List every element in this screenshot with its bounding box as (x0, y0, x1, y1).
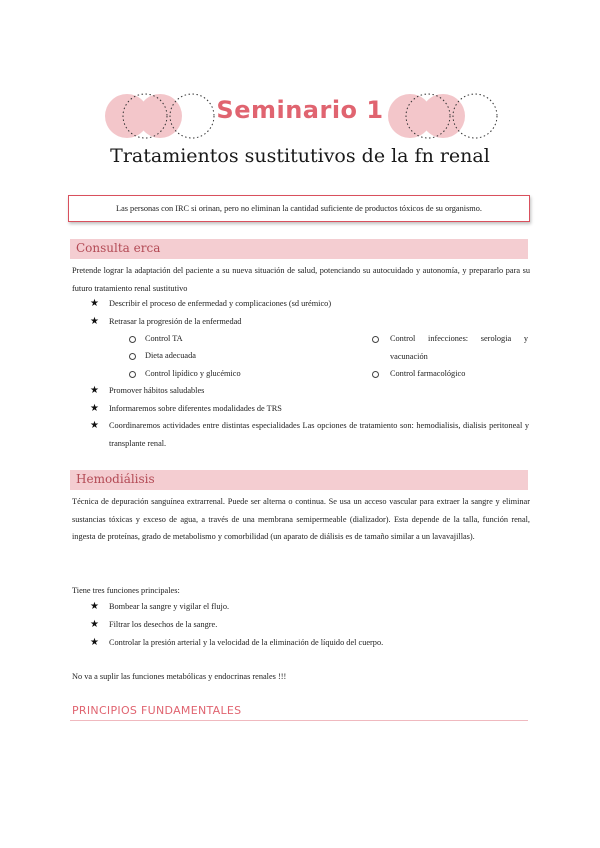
section-header-consulta (70, 239, 528, 259)
section-title: Hemodiálisis (76, 472, 155, 486)
section-title: Consulta erca (76, 241, 161, 255)
circle-bullet-icon (129, 353, 136, 360)
list-item: Describir el proceso de enfermedad y complicaciones (sd urémico) (109, 299, 332, 308)
circle-bullet-icon (372, 371, 379, 378)
list-item: Promover hábitos saludables (109, 386, 205, 395)
star-bullet-icon: ★ (90, 637, 99, 648)
hemodialisis-body: Técnica de depuración sanguínea extrarrenal. Puede ser alterna o continua. Se usa un acceso vascular para extraer la sangre y eliminar sustancias tóxicas y exceso de agua, a través de una membrana semipermeable (dializador). Esta depende de la talla, función renal, ingesta de proteínas, grado de metabolismo y comorbilidad (un aparato de diálisis es de tamaño similar a un lavavajillas). (72, 497, 530, 541)
star-bullet-icon: ★ (90, 403, 99, 414)
sub-list-item: Dieta adecuada (145, 351, 196, 360)
sub-list-item: Control farmacológico (390, 369, 466, 378)
divider (70, 720, 528, 721)
star-bullet-icon: ★ (90, 385, 99, 396)
list-item: Filtrar los desechos de la sangre. (109, 620, 218, 629)
callout-box: Las personas con IRC si orinan, pero no eliminan la cantidad suficiente de productos tóxicos de su organismo. (68, 195, 530, 222)
functions-intro: Tiene tres funciones principales: (72, 586, 180, 595)
principios-heading: PRINCIPIOS FUNDAMENTALES (72, 704, 242, 717)
list-item: Bombear la sangre y vigilar el flujo. (109, 602, 230, 611)
star-bullet-icon: ★ (90, 298, 99, 309)
star-bullet-icon: ★ (90, 619, 99, 630)
consulta-intro: Pretende lograr la adaptación del paciente a su nueva situación de salud, potenciando su autocuidado y autonomía, y prepararlo para su futuro tratamiento renal sustitutivo (72, 266, 530, 293)
page-subtitle: Tratamientos sustitutivos de la fn renal (110, 145, 490, 167)
hemodialisis-note: No va a suplir las funciones metabólicas y endocrinas renales !!! (72, 672, 287, 681)
star-bullet-icon: ★ (90, 316, 99, 327)
page-title: Seminario 1 (216, 96, 384, 124)
sub-list-item: Control infecciones: serologia y vacunación (390, 334, 528, 361)
circle-bullet-icon (129, 336, 136, 343)
list-item: Informaremos sobre diferentes modalidades de TRS (109, 404, 282, 413)
circle-bullet-icon (372, 336, 379, 343)
circle-bullet-icon (129, 371, 136, 378)
list-item: Controlar la presión arterial y la velocidad de la eliminación de líquido del cuerpo. (109, 638, 384, 647)
section-header-hemodialisis (70, 470, 528, 490)
star-bullet-icon: ★ (90, 601, 99, 612)
list-item: Coordinaremos actividades entre distintas especialidades Las opciones de tratamiento son: hemodialisis, dialisis peritoneal y transplante renal. (109, 421, 529, 448)
list-item: Retrasar la progresión de la enfermedad (109, 317, 242, 326)
sub-list-item: Control TA (145, 334, 183, 343)
star-bullet-icon: ★ (90, 420, 99, 431)
sub-list-item: Control lipídico y glucémico (145, 369, 241, 378)
